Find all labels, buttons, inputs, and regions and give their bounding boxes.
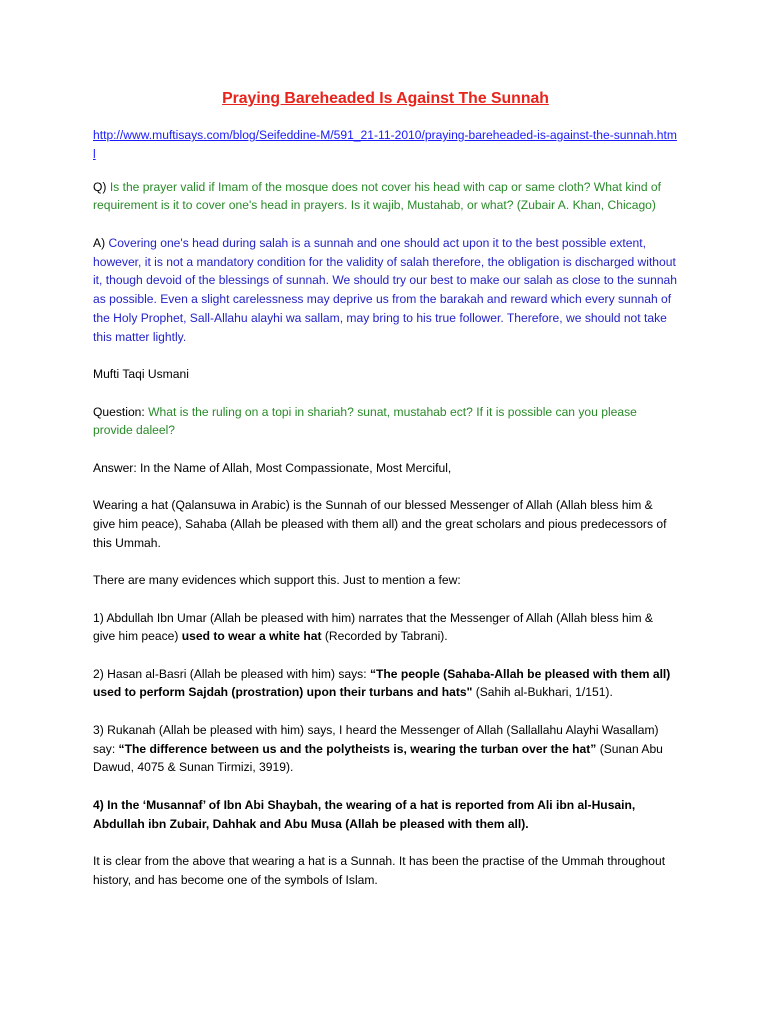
evidence-4: 4) In the ‘Musannaf’ of Ibn Abi Shaybah, the wearing of a hat is reported from Ali ibn al-Husain, Abdullah ibn Zubair, Dahhak and Abu Musa (Allah be pleased with them all). <box>93 797 636 831</box>
evidence-1-quote: used to wear a white hat <box>181 629 322 644</box>
paragraph-evidences-intro: There are many evidences which support this. Just to mention a few: <box>93 573 461 588</box>
answer-1 <box>93 234 678 347</box>
evidence-1-source: (Recorded by Tabrani). <box>321 629 448 644</box>
evidence-1-text: 1) Abdullah Ibn Umar (Allah be pleased with him) narrates that the Messenger of Allah (Allah bless him & give him peace) <box>93 610 653 644</box>
evidence-3-source: (Sunan Abu Dawud, 4075 & Sunan Tirmizi, 3919). <box>93 741 663 775</box>
question-2 <box>93 403 678 441</box>
evidence-3-text: 3) Rukanah (Allah be pleased with him) says, I heard the Messenger of Allah (Sallallahu Alayhi Wasallam) say: <box>93 722 659 756</box>
paragraph-hat-sunnah: Wearing a hat (Qalansuwa in Arabic) is the Sunnah of our blessed Messenger of Allah (Allah bless him & give him peace), Sahaba (Allah be pleased with them all) and the great scholars and pious predecessors of this Ummah. <box>93 498 667 550</box>
document-title: Praying Bareheaded Is Against The Sunnah <box>222 90 549 107</box>
document-body <box>93 88 678 908</box>
question-1-label: Q) <box>93 179 107 194</box>
evidence-2-source: (Sahih al-Bukhari, 1/151). <box>472 685 613 700</box>
conclusion-paragraph: It is clear from the above that wearing a hat is a Sunnah. It has been the practise of the Ummah throughout history, and has become one of the symbols of Islam. <box>93 854 666 887</box>
author-name: Mufti Taqi Usmani <box>93 367 189 382</box>
answer-1-text: Covering one's head during salah is a sunnah and one should act upon it to the best possible extent, however, it is not a mandatory condition for the validity of salah therefore, the obligation is discharged without it, though devoid of the blessings of sunnah. We should try our best to make our salah as close to the sunnah as possible. Even a slight carelessness may deprive us from the barakah and reward which every sunnah of the Holy Prophet, Sall-Allahu alayhi wa sallam, may bring to his true follower. Therefore, we should not take this matter lightly. <box>93 235 677 344</box>
question-1-text: Is the prayer valid if Imam of the mosque does not cover his head with cap or same cloth? What kind of requirement is it to cover one's head in prayers. Is it wajib, Mustahab, or what? (Zubair A. Khan, Chicago) <box>93 179 662 213</box>
evidence-3 <box>93 721 678 777</box>
answer-1-label: A) <box>93 235 106 250</box>
source-link[interactable]: http://www.muftisays.com/blog/Seifeddine-M/591_21-11-2010/praying-bareheaded-is-against-the-sunnah.html <box>93 128 677 161</box>
question-2-text: What is the ruling on a topi in shariah? sunat, mustahab ect? If it is possible can you please provide daleel? <box>93 404 637 438</box>
evidence-3-quote: “The difference between us and the polytheists is, wearing the turban over the hat” <box>118 741 597 756</box>
evidence-2 <box>93 665 678 703</box>
evidence-2-text: 2) Hasan al-Basri (Allah be pleased with him) says: <box>93 666 370 681</box>
answer-intro: Answer: In the Name of Allah, Most Compassionate, Most Merciful, <box>93 460 452 475</box>
question-2-label: Question: <box>93 404 145 419</box>
evidence-1 <box>93 609 678 647</box>
question-1 <box>93 178 678 216</box>
source-link-paragraph <box>93 126 678 164</box>
evidence-2-quote: “The people (Sahaba-Allah be pleased with them all) used to perform Sajdah (prostration) upon their turbans and hats" <box>93 666 671 700</box>
